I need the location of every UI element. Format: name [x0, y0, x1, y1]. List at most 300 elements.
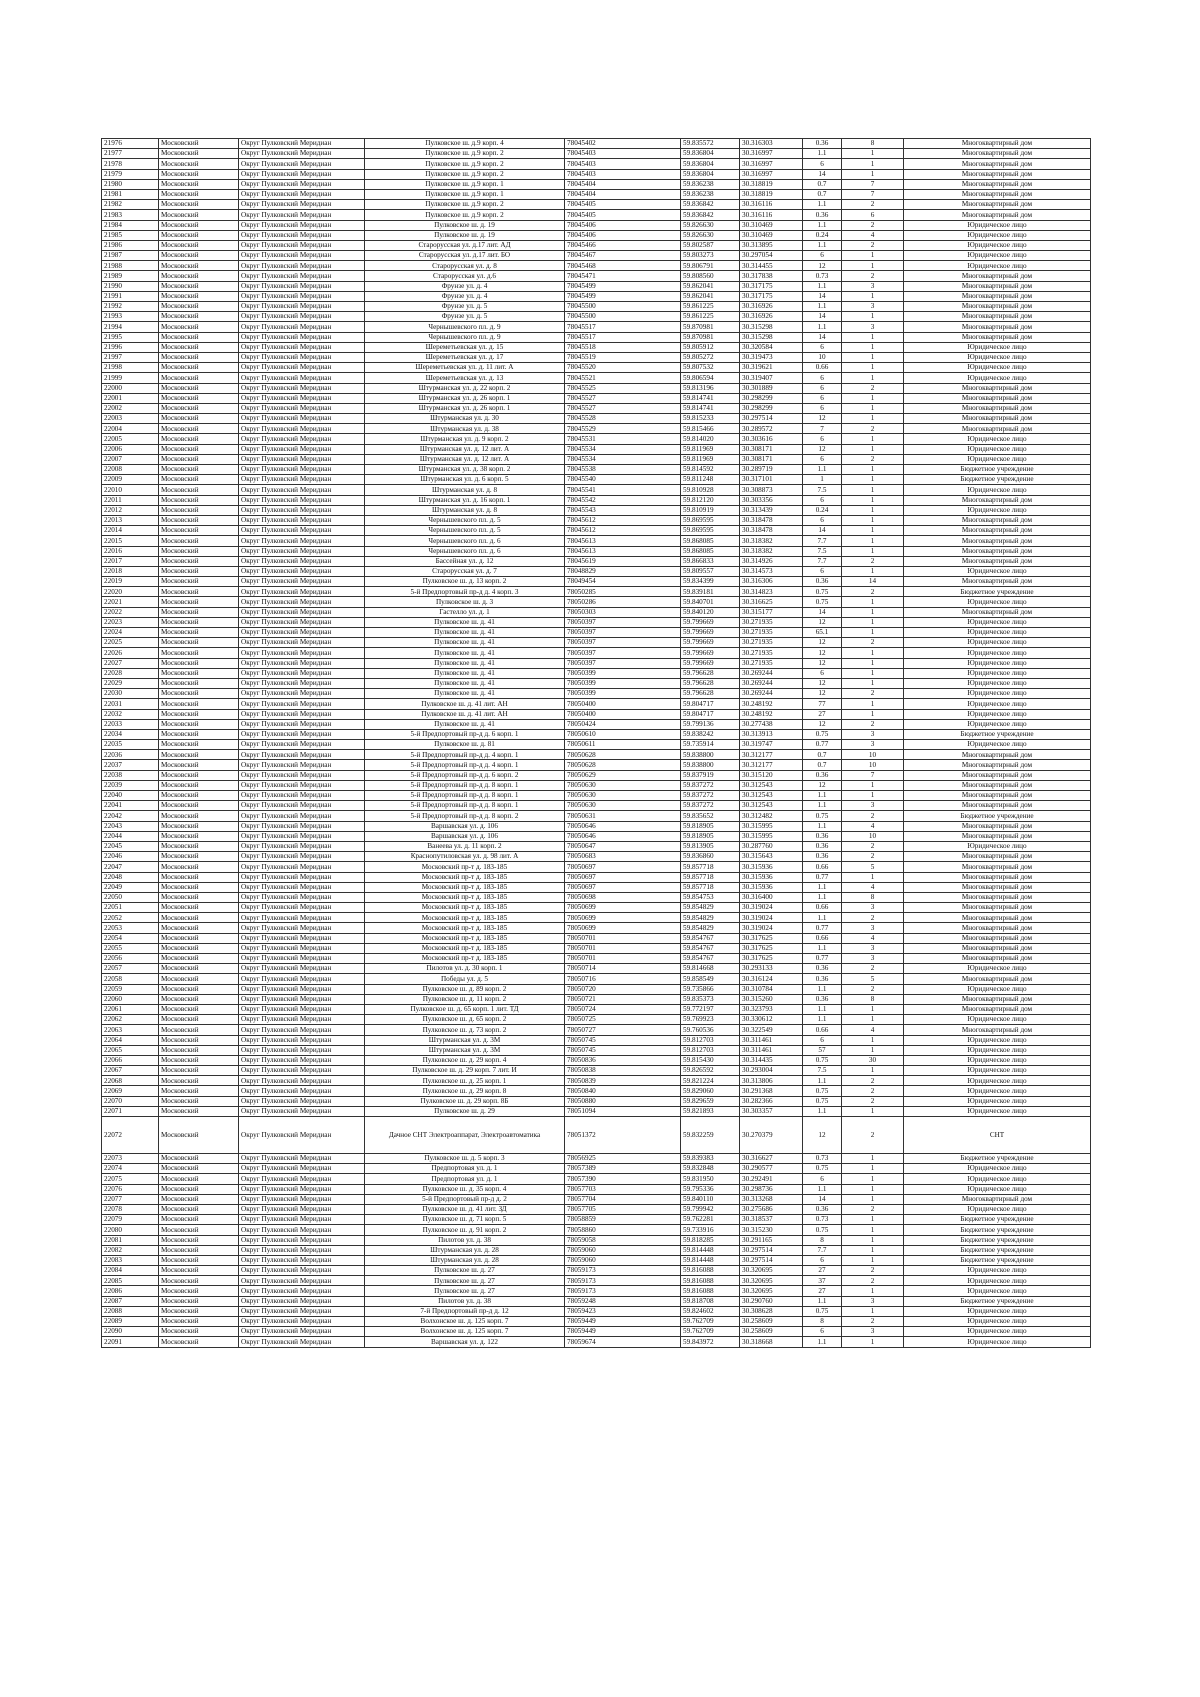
- row-number-cell: 22075: [102, 1174, 159, 1184]
- district-cell: Московский: [159, 515, 239, 525]
- row-number-cell: 21988: [102, 261, 159, 271]
- row-number-cell: 22053: [102, 923, 159, 933]
- address-cell: Старорусская ул. д. 8: [365, 261, 565, 271]
- district-cell: Московский: [159, 1004, 239, 1014]
- address-cell: 5-й Предпортовый пр-д д. 8 корп. 1: [365, 801, 565, 811]
- latitude-cell: 59.815233: [681, 414, 740, 424]
- object-id-cell: 78050630: [565, 780, 681, 790]
- address-cell: Пулковское ш. д. 71 корп. 5: [365, 1215, 565, 1225]
- count-cell: 8: [842, 139, 904, 149]
- object-id-cell: 78051372: [565, 1117, 681, 1154]
- district-cell: Московский: [159, 1184, 239, 1194]
- row-number-cell: 22011: [102, 495, 159, 505]
- consumer-type-cell: Многоквартирный дом: [904, 169, 1091, 179]
- district-cell: Московский: [159, 689, 239, 699]
- count-cell: 1: [842, 1066, 904, 1076]
- municipality-cell: Округ Пулковский Меридиан: [239, 974, 365, 984]
- row-number-cell: 21984: [102, 220, 159, 230]
- row-number-cell: 22018: [102, 566, 159, 576]
- table-row: [102, 220, 1091, 230]
- power-cell: 0.36: [803, 974, 842, 984]
- municipality-cell: Округ Пулковский Меридиан: [239, 597, 365, 607]
- longitude-cell: 30.301889: [740, 383, 803, 393]
- longitude-cell: 30.317625: [740, 954, 803, 964]
- count-cell: 3: [842, 729, 904, 739]
- table-row: [102, 678, 1091, 688]
- table-row: [102, 393, 1091, 403]
- object-id-cell: 78058860: [565, 1225, 681, 1235]
- power-cell: 1.1: [803, 791, 842, 801]
- district-cell: Московский: [159, 424, 239, 434]
- consumer-type-cell: Многоквартирный дом: [904, 281, 1091, 291]
- consumer-type-cell: Юридическое лицо: [904, 505, 1091, 515]
- district-cell: Московский: [159, 821, 239, 831]
- power-cell: 0.75: [803, 1055, 842, 1065]
- municipality-cell: Округ Пулковский Меридиан: [239, 312, 365, 322]
- object-id-cell: 78050397: [565, 628, 681, 638]
- row-number-cell: 22065: [102, 1045, 159, 1055]
- longitude-cell: 30.315177: [740, 607, 803, 617]
- object-id-cell: 78045534: [565, 454, 681, 464]
- municipality-cell: Округ Пулковский Меридиан: [239, 831, 365, 841]
- count-cell: 1: [842, 485, 904, 495]
- table-row: [102, 281, 1091, 291]
- table-row: [102, 994, 1091, 1004]
- consumer-type-cell: Многоквартирный дом: [904, 913, 1091, 923]
- longitude-cell: 30.297514: [740, 414, 803, 424]
- municipality-cell: Округ Пулковский Меридиан: [239, 454, 365, 464]
- count-cell: 5: [842, 862, 904, 872]
- count-cell: 1: [842, 352, 904, 362]
- power-cell: 6: [803, 393, 842, 403]
- power-cell: 0.7: [803, 760, 842, 770]
- count-cell: 3: [842, 923, 904, 933]
- district-cell: Московский: [159, 240, 239, 250]
- address-cell: Пулковское ш. д. 3: [365, 597, 565, 607]
- district-cell: Московский: [159, 393, 239, 403]
- row-number-cell: 22072: [102, 1117, 159, 1154]
- table-row: [102, 1306, 1091, 1316]
- power-cell: 1.1: [803, 281, 842, 291]
- count-cell: 1: [842, 709, 904, 719]
- table-row: [102, 1184, 1091, 1194]
- address-cell: 5-й Предпортовый пр-д д. 6 корп. 1: [365, 729, 565, 739]
- longitude-cell: 30.291368: [740, 1086, 803, 1096]
- object-id-cell: 78050397: [565, 638, 681, 648]
- power-cell: 0.24: [803, 230, 842, 240]
- consumer-type-cell: Юридическое лицо: [904, 678, 1091, 688]
- address-cell: Фрунзе ул. д. 5: [365, 302, 565, 312]
- district-cell: Московский: [159, 1066, 239, 1076]
- address-cell: Пулковское ш. д. 27: [365, 1266, 565, 1276]
- consumer-type-cell: Многоквартирный дом: [904, 424, 1091, 434]
- latitude-cell: 59.839383: [681, 1154, 740, 1164]
- row-number-cell: 22025: [102, 638, 159, 648]
- latitude-cell: 59.829659: [681, 1096, 740, 1106]
- power-cell: 0.75: [803, 1306, 842, 1316]
- table-row: [102, 780, 1091, 790]
- municipality-cell: Округ Пулковский Меридиан: [239, 169, 365, 179]
- district-cell: Московский: [159, 536, 239, 546]
- power-cell: 0.75: [803, 1225, 842, 1235]
- district-cell: Московский: [159, 271, 239, 281]
- municipality-cell: Округ Пулковский Меридиан: [239, 882, 365, 892]
- latitude-cell: 59.854753: [681, 892, 740, 902]
- latitude-cell: 59.762281: [681, 1215, 740, 1225]
- municipality-cell: Округ Пулковский Меридиан: [239, 1076, 365, 1086]
- object-id-cell: 78045612: [565, 515, 681, 525]
- longitude-cell: 30.248192: [740, 709, 803, 719]
- row-number-cell: 22006: [102, 444, 159, 454]
- power-cell: 6: [803, 566, 842, 576]
- district-cell: Московский: [159, 200, 239, 210]
- count-cell: 1: [842, 628, 904, 638]
- row-number-cell: 22046: [102, 852, 159, 862]
- district-cell: Московский: [159, 546, 239, 556]
- district-cell: Московский: [159, 709, 239, 719]
- object-id-cell: 78057703: [565, 1184, 681, 1194]
- latitude-cell: 59.799669: [681, 628, 740, 638]
- object-id-cell: 78059060: [565, 1255, 681, 1265]
- district-cell: Московский: [159, 139, 239, 149]
- power-cell: 0.77: [803, 954, 842, 964]
- consumer-type-cell: Юридическое лицо: [904, 1306, 1091, 1316]
- count-cell: 1: [842, 1164, 904, 1174]
- address-cell: Пулковское ш. д. 29 корп. 7 лит. И: [365, 1066, 565, 1076]
- district-cell: Московский: [159, 179, 239, 189]
- longitude-cell: 30.317625: [740, 933, 803, 943]
- latitude-cell: 59.762709: [681, 1327, 740, 1337]
- consumer-type-cell: Юридическое лицо: [904, 841, 1091, 851]
- row-number-cell: 22033: [102, 719, 159, 729]
- address-cell: Московский пр-т д. 183-185: [365, 943, 565, 953]
- power-cell: 0.73: [803, 1154, 842, 1164]
- power-cell: 6: [803, 1174, 842, 1184]
- row-number-cell: 22066: [102, 1055, 159, 1065]
- row-number-cell: 21980: [102, 179, 159, 189]
- district-cell: Московский: [159, 332, 239, 342]
- power-cell: 0.7: [803, 750, 842, 760]
- row-number-cell: 22067: [102, 1066, 159, 1076]
- district-cell: Московский: [159, 1055, 239, 1065]
- latitude-cell: 59.814020: [681, 434, 740, 444]
- count-cell: 2: [842, 689, 904, 699]
- latitude-cell: 59.799669: [681, 658, 740, 668]
- latitude-cell: 59.769923: [681, 1015, 740, 1025]
- address-cell: Пулковское ш. д. 73 корп. 2: [365, 1025, 565, 1035]
- consumer-type-cell: Юридическое лицо: [904, 1184, 1091, 1194]
- row-number-cell: 22003: [102, 414, 159, 424]
- latitude-cell: 59.814448: [681, 1255, 740, 1265]
- district-cell: Московский: [159, 852, 239, 862]
- latitude-cell: 59.829060: [681, 1086, 740, 1096]
- district-cell: Московский: [159, 363, 239, 373]
- consumer-type-cell: Многоквартирный дом: [904, 179, 1091, 189]
- longitude-cell: 30.318478: [740, 515, 803, 525]
- address-cell: Пулковское ш. д. 41: [365, 668, 565, 678]
- count-cell: 3: [842, 903, 904, 913]
- address-cell: Пулковское ш. д. 41 лит. ЗД: [365, 1204, 565, 1214]
- longitude-cell: 30.292491: [740, 1174, 803, 1184]
- district-cell: Московский: [159, 811, 239, 821]
- district-cell: Московский: [159, 1086, 239, 1096]
- object-id-cell: 78050698: [565, 892, 681, 902]
- count-cell: 2: [842, 200, 904, 210]
- count-cell: 2: [842, 1317, 904, 1327]
- latitude-cell: 59.799136: [681, 719, 740, 729]
- longitude-cell: 30.313895: [740, 240, 803, 250]
- address-cell: Старорусская ул. д.6: [365, 271, 565, 281]
- row-number-cell: 22063: [102, 1025, 159, 1035]
- consumer-type-cell: Юридическое лицо: [904, 1174, 1091, 1184]
- municipality-cell: Округ Пулковский Меридиан: [239, 862, 365, 872]
- row-number-cell: 22020: [102, 587, 159, 597]
- address-cell: Московский пр-т д. 183-185: [365, 882, 565, 892]
- object-id-cell: 78045520: [565, 363, 681, 373]
- power-cell: 1.1: [803, 913, 842, 923]
- municipality-cell: Округ Пулковский Меридиан: [239, 1025, 365, 1035]
- longitude-cell: 30.316400: [740, 892, 803, 902]
- longitude-cell: 30.314926: [740, 556, 803, 566]
- object-id-cell: 78057704: [565, 1194, 681, 1204]
- address-cell: Гастелло ул. д. 1: [365, 607, 565, 617]
- municipality-cell: Округ Пулковский Меридиан: [239, 383, 365, 393]
- longitude-cell: 30.308171: [740, 454, 803, 464]
- power-cell: 37: [803, 1276, 842, 1286]
- longitude-cell: 30.315230: [740, 1225, 803, 1235]
- count-cell: 1: [842, 1286, 904, 1296]
- district-cell: Московский: [159, 974, 239, 984]
- table-row: [102, 230, 1091, 240]
- municipality-cell: Округ Пулковский Меридиан: [239, 1327, 365, 1337]
- count-cell: 1: [842, 169, 904, 179]
- longitude-cell: 30.318382: [740, 546, 803, 556]
- object-id-cell: 78045467: [565, 251, 681, 261]
- count-cell: 1: [842, 312, 904, 322]
- latitude-cell: 59.836842: [681, 200, 740, 210]
- count-cell: 4: [842, 230, 904, 240]
- power-cell: 0.36: [803, 831, 842, 841]
- row-number-cell: 21997: [102, 352, 159, 362]
- municipality-cell: Округ Пулковский Меридиан: [239, 668, 365, 678]
- row-number-cell: 22010: [102, 485, 159, 495]
- municipality-cell: Округ Пулковский Меридиан: [239, 230, 365, 240]
- municipality-cell: Округ Пулковский Меридиан: [239, 699, 365, 709]
- address-cell: Пулковское ш. д. 27: [365, 1276, 565, 1286]
- district-cell: Московский: [159, 831, 239, 841]
- row-number-cell: 21983: [102, 210, 159, 220]
- power-cell: 0.66: [803, 903, 842, 913]
- object-id-cell: 78050838: [565, 1066, 681, 1076]
- municipality-cell: Округ Пулковский Меридиан: [239, 933, 365, 943]
- object-id-cell: 78050303: [565, 607, 681, 617]
- power-cell: 7.5: [803, 546, 842, 556]
- table-row: [102, 831, 1091, 841]
- table-row: [102, 251, 1091, 261]
- consumer-type-cell: Многоквартирный дом: [904, 556, 1091, 566]
- district-cell: Московский: [159, 872, 239, 882]
- latitude-cell: 59.772197: [681, 1004, 740, 1014]
- longitude-cell: 30.311461: [740, 1045, 803, 1055]
- longitude-cell: 30.316627: [740, 1154, 803, 1164]
- row-number-cell: 22044: [102, 831, 159, 841]
- row-number-cell: 22086: [102, 1286, 159, 1296]
- municipality-cell: Округ Пулковский Меридиан: [239, 475, 365, 485]
- object-id-cell: 78050716: [565, 974, 681, 984]
- latitude-cell: 59.836804: [681, 149, 740, 159]
- consumer-type-cell: Юридическое лицо: [904, 984, 1091, 994]
- latitude-cell: 59.799669: [681, 617, 740, 627]
- municipality-cell: Округ Пулковский Меридиан: [239, 1255, 365, 1265]
- power-cell: 1.1: [803, 149, 842, 159]
- table-row: [102, 1066, 1091, 1076]
- latitude-cell: 59.868085: [681, 536, 740, 546]
- power-cell: 1.1: [803, 1076, 842, 1086]
- power-cell: 8: [803, 1317, 842, 1327]
- row-number-cell: 22060: [102, 994, 159, 1004]
- consumer-type-cell: Юридическое лицо: [904, 699, 1091, 709]
- object-id-cell: 78045499: [565, 281, 681, 291]
- object-id-cell: 78050424: [565, 719, 681, 729]
- consumer-type-cell: Юридическое лицо: [904, 1266, 1091, 1276]
- municipality-cell: Округ Пулковский Меридиан: [239, 1117, 365, 1154]
- district-cell: Московский: [159, 444, 239, 454]
- address-cell: 5-й Предпортовый пр-д д. 8 корп. 1: [365, 780, 565, 790]
- latitude-cell: 59.832259: [681, 1117, 740, 1154]
- count-cell: 2: [842, 852, 904, 862]
- consumer-type-cell: Юридическое лицо: [904, 1317, 1091, 1327]
- power-cell: 0.36: [803, 994, 842, 1004]
- longitude-cell: 30.330612: [740, 1015, 803, 1025]
- longitude-cell: 30.316303: [740, 139, 803, 149]
- latitude-cell: 59.837272: [681, 801, 740, 811]
- power-cell: 1.1: [803, 1296, 842, 1306]
- object-id-cell: 78050699: [565, 923, 681, 933]
- longitude-cell: 30.313913: [740, 729, 803, 739]
- count-cell: 1: [842, 1235, 904, 1245]
- municipality-cell: Округ Пулковский Меридиан: [239, 424, 365, 434]
- object-id-cell: 78045468: [565, 261, 681, 271]
- longitude-cell: 30.298736: [740, 1184, 803, 1194]
- consumer-type-cell: Многоквартирный дом: [904, 149, 1091, 159]
- consumer-type-cell: Юридическое лицо: [904, 220, 1091, 230]
- latitude-cell: 59.796628: [681, 668, 740, 678]
- longitude-cell: 30.316124: [740, 974, 803, 984]
- power-cell: 12: [803, 648, 842, 658]
- address-cell: Пулковское ш. д.9 корп. 2: [365, 149, 565, 159]
- municipality-cell: Округ Пулковский Меридиан: [239, 892, 365, 902]
- longitude-cell: 30.317625: [740, 943, 803, 953]
- table-row: [102, 699, 1091, 709]
- consumer-type-cell: Юридическое лицо: [904, 1106, 1091, 1116]
- table-row: [102, 1106, 1091, 1116]
- consumer-type-cell: Бюджетное учреждение: [904, 1296, 1091, 1306]
- count-cell: 2: [842, 638, 904, 648]
- municipality-cell: Округ Пулковский Меридиан: [239, 780, 365, 790]
- count-cell: 1: [842, 444, 904, 454]
- count-cell: 2: [842, 587, 904, 597]
- consumer-type-cell: Многоквартирный дом: [904, 954, 1091, 964]
- latitude-cell: 59.862041: [681, 291, 740, 301]
- table-row: [102, 852, 1091, 862]
- consumer-type-cell: Многоквартирный дом: [904, 414, 1091, 424]
- object-id-cell: 78045499: [565, 291, 681, 301]
- longitude-cell: 30.303357: [740, 1106, 803, 1116]
- municipality-cell: Округ Пулковский Меридиан: [239, 240, 365, 250]
- row-number-cell: 22037: [102, 760, 159, 770]
- count-cell: 1: [842, 566, 904, 576]
- district-cell: Московский: [159, 556, 239, 566]
- count-cell: 1: [842, 342, 904, 352]
- count-cell: 2: [842, 913, 904, 923]
- power-cell: 0.24: [803, 505, 842, 515]
- latitude-cell: 59.854767: [681, 954, 740, 964]
- row-number-cell: 21998: [102, 363, 159, 373]
- row-number-cell: 22061: [102, 1004, 159, 1014]
- object-id-cell: 78050699: [565, 913, 681, 923]
- longitude-cell: 30.269244: [740, 689, 803, 699]
- longitude-cell: 30.313268: [740, 1194, 803, 1204]
- row-number-cell: 21989: [102, 271, 159, 281]
- address-cell: Московский пр-т д. 183-185: [365, 933, 565, 943]
- district-cell: Московский: [159, 719, 239, 729]
- district-cell: Московский: [159, 454, 239, 464]
- address-cell: Пулковское ш. д. 19: [365, 220, 565, 230]
- longitude-cell: 30.318382: [740, 536, 803, 546]
- object-id-cell: 78059173: [565, 1286, 681, 1296]
- latitude-cell: 59.814668: [681, 964, 740, 974]
- longitude-cell: 30.314435: [740, 1055, 803, 1065]
- municipality-cell: Округ Пулковский Меридиан: [239, 139, 365, 149]
- count-cell: 1: [842, 1245, 904, 1255]
- table-row: [102, 628, 1091, 638]
- power-cell: 57: [803, 1045, 842, 1055]
- object-id-cell: 78050839: [565, 1076, 681, 1086]
- longitude-cell: 30.310469: [740, 230, 803, 240]
- longitude-cell: 30.293133: [740, 964, 803, 974]
- row-number-cell: 22045: [102, 841, 159, 851]
- longitude-cell: 30.275686: [740, 1204, 803, 1214]
- count-cell: 3: [842, 302, 904, 312]
- address-cell: Победы ул. д. 5: [365, 974, 565, 984]
- latitude-cell: 59.760536: [681, 1025, 740, 1035]
- power-cell: 6: [803, 373, 842, 383]
- row-number-cell: 22082: [102, 1245, 159, 1255]
- address-cell: 7-й Предпортовый пр-д д. 12: [365, 1306, 565, 1316]
- count-cell: 1: [842, 1184, 904, 1194]
- power-cell: 1.1: [803, 240, 842, 250]
- municipality-cell: Округ Пулковский Меридиан: [239, 302, 365, 312]
- table-row: [102, 1117, 1091, 1154]
- power-cell: 0.77: [803, 923, 842, 933]
- object-id-cell: 78045619: [565, 556, 681, 566]
- table-row: [102, 638, 1091, 648]
- consumer-type-cell: Многоквартирный дом: [904, 607, 1091, 617]
- row-number-cell: 22031: [102, 699, 159, 709]
- table-row: [102, 373, 1091, 383]
- table-row: [102, 729, 1091, 739]
- longitude-cell: 30.270379: [740, 1117, 803, 1154]
- latitude-cell: 59.814741: [681, 393, 740, 403]
- consumer-type-cell: Многоквартирный дом: [904, 1004, 1091, 1014]
- address-cell: Московский пр-т д. 183-185: [365, 892, 565, 902]
- longitude-cell: 30.319024: [740, 913, 803, 923]
- latitude-cell: 59.735914: [681, 740, 740, 750]
- district-cell: Московский: [159, 1235, 239, 1245]
- count-cell: 5: [842, 974, 904, 984]
- consumer-type-cell: Юридическое лицо: [904, 1286, 1091, 1296]
- municipality-cell: Округ Пулковский Меридиан: [239, 281, 365, 291]
